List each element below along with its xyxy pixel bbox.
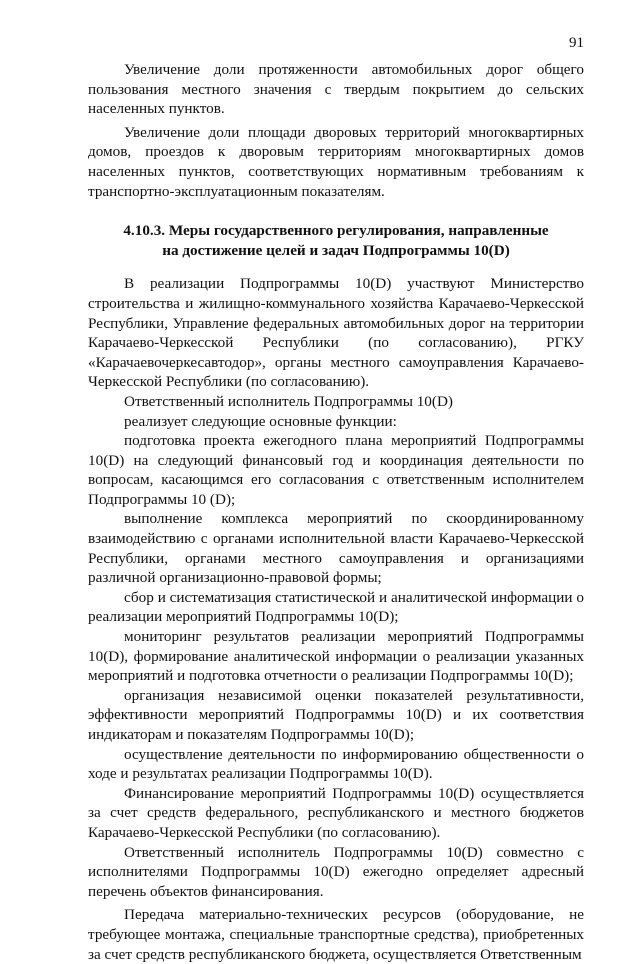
page-number: 91 (569, 35, 584, 51)
paragraph-function-evaluation: организация независимой оценки показателей результативности, эффективности мероприятий Подпрограммы 10(D) и их соответствия индикаторам и показателям Подпрограммы 10(D); (88, 686, 584, 743)
paragraph-resource-transfer: Передача материально-технических ресурсов (оборудование, не требующее монтажа, специальные транспортные средства), приобретенных за счет средств республиканского бюджета, осуществляется Ответственным (88, 906, 584, 963)
paragraph-roads-share: Увеличение доли протяженности автомобильных дорог общего пользования местного значения с твердым покрытием до сельских населенных пунктов. (88, 61, 584, 118)
paragraph-financing: Финансирование мероприятий Подпрограммы 10(D) осуществляется за счет средств федерального, республиканского и местного бюджетов Карачаево-Черкесской Республики (по согласованию). (88, 784, 584, 841)
paragraph-function-coordination: выполнение комплекса мероприятий по скоординированному взаимодействию с органами исполнительной власти Карачаево-Черкесской Республики, органами местного самоуправления и организациями различной организационно-правовой формы; (88, 510, 584, 587)
paragraph-participants: В реализации Подпрограммы 10(D) участвуют Министерство строительства и жилищно-коммунального хозяйства Карачаево-Черкесской Республики, Управление федеральных автомобильных дорог на территории Карачаево-Черкесской Республики (по согласованию), РГКУ «Карачаевочеркесавтодор», органы местного самоуправления Карачаево-Черкесской Республики (по согласованию). (88, 275, 584, 391)
section-heading-line-2: на достижение целей и задач Подпрограммы 10(D) (162, 241, 510, 259)
paragraph-function-data-collection: сбор и систематизация статистической и аналитической информации о реализации мероприятий Подпрограммы 10(D); (88, 588, 584, 626)
paragraph-responsible-executor: Ответственный исполнитель Подпрограммы 10(D) (124, 392, 453, 410)
paragraph-functions-intro: реализует следующие основные функции: (124, 412, 397, 430)
paragraph-function-public-info: осуществление деятельности по информированию общественности о ходе и результатах реализации Подпрограммы 10(D). (88, 745, 584, 783)
document-page (88, 34, 584, 964)
section-heading (88, 221, 584, 260)
section-body (88, 274, 584, 964)
section-heading-line-1: 4.10.3. Меры государственного регулирования, направленные (123, 222, 549, 240)
intro-text (88, 60, 584, 201)
paragraph-address-list: Ответственный исполнитель Подпрограммы 10(D) совместно с исполнителями Подпрограммы 10(D) ежегодно определяет адресный перечень объектов финансирования. (88, 843, 584, 900)
paragraph-function-monitoring: мониторинг результатов реализации мероприятий Подпрограммы 10(D), формирование аналитической информации о реализации указанных мероприятий и подготовка отчетности о реализации Подпрограммы 10(D); (88, 628, 584, 685)
paragraph-function-plan: подготовка проекта ежегодного плана мероприятий Подпрограммы 10(D) на следующий финансовый год и координация деятельности по вопросам, касающимся его согласования с ответственным исполнителем Подпрограммы 10 (D); (88, 432, 584, 508)
paragraph-yards-share: Увеличение доли площади дворовых территорий многоквартирных домов, проездов к дворовым территориям многоквартирных домов населенных пунктов, соответствующих нормативным требованиям к транспортно-эксплуатационным показателям. (88, 123, 584, 200)
